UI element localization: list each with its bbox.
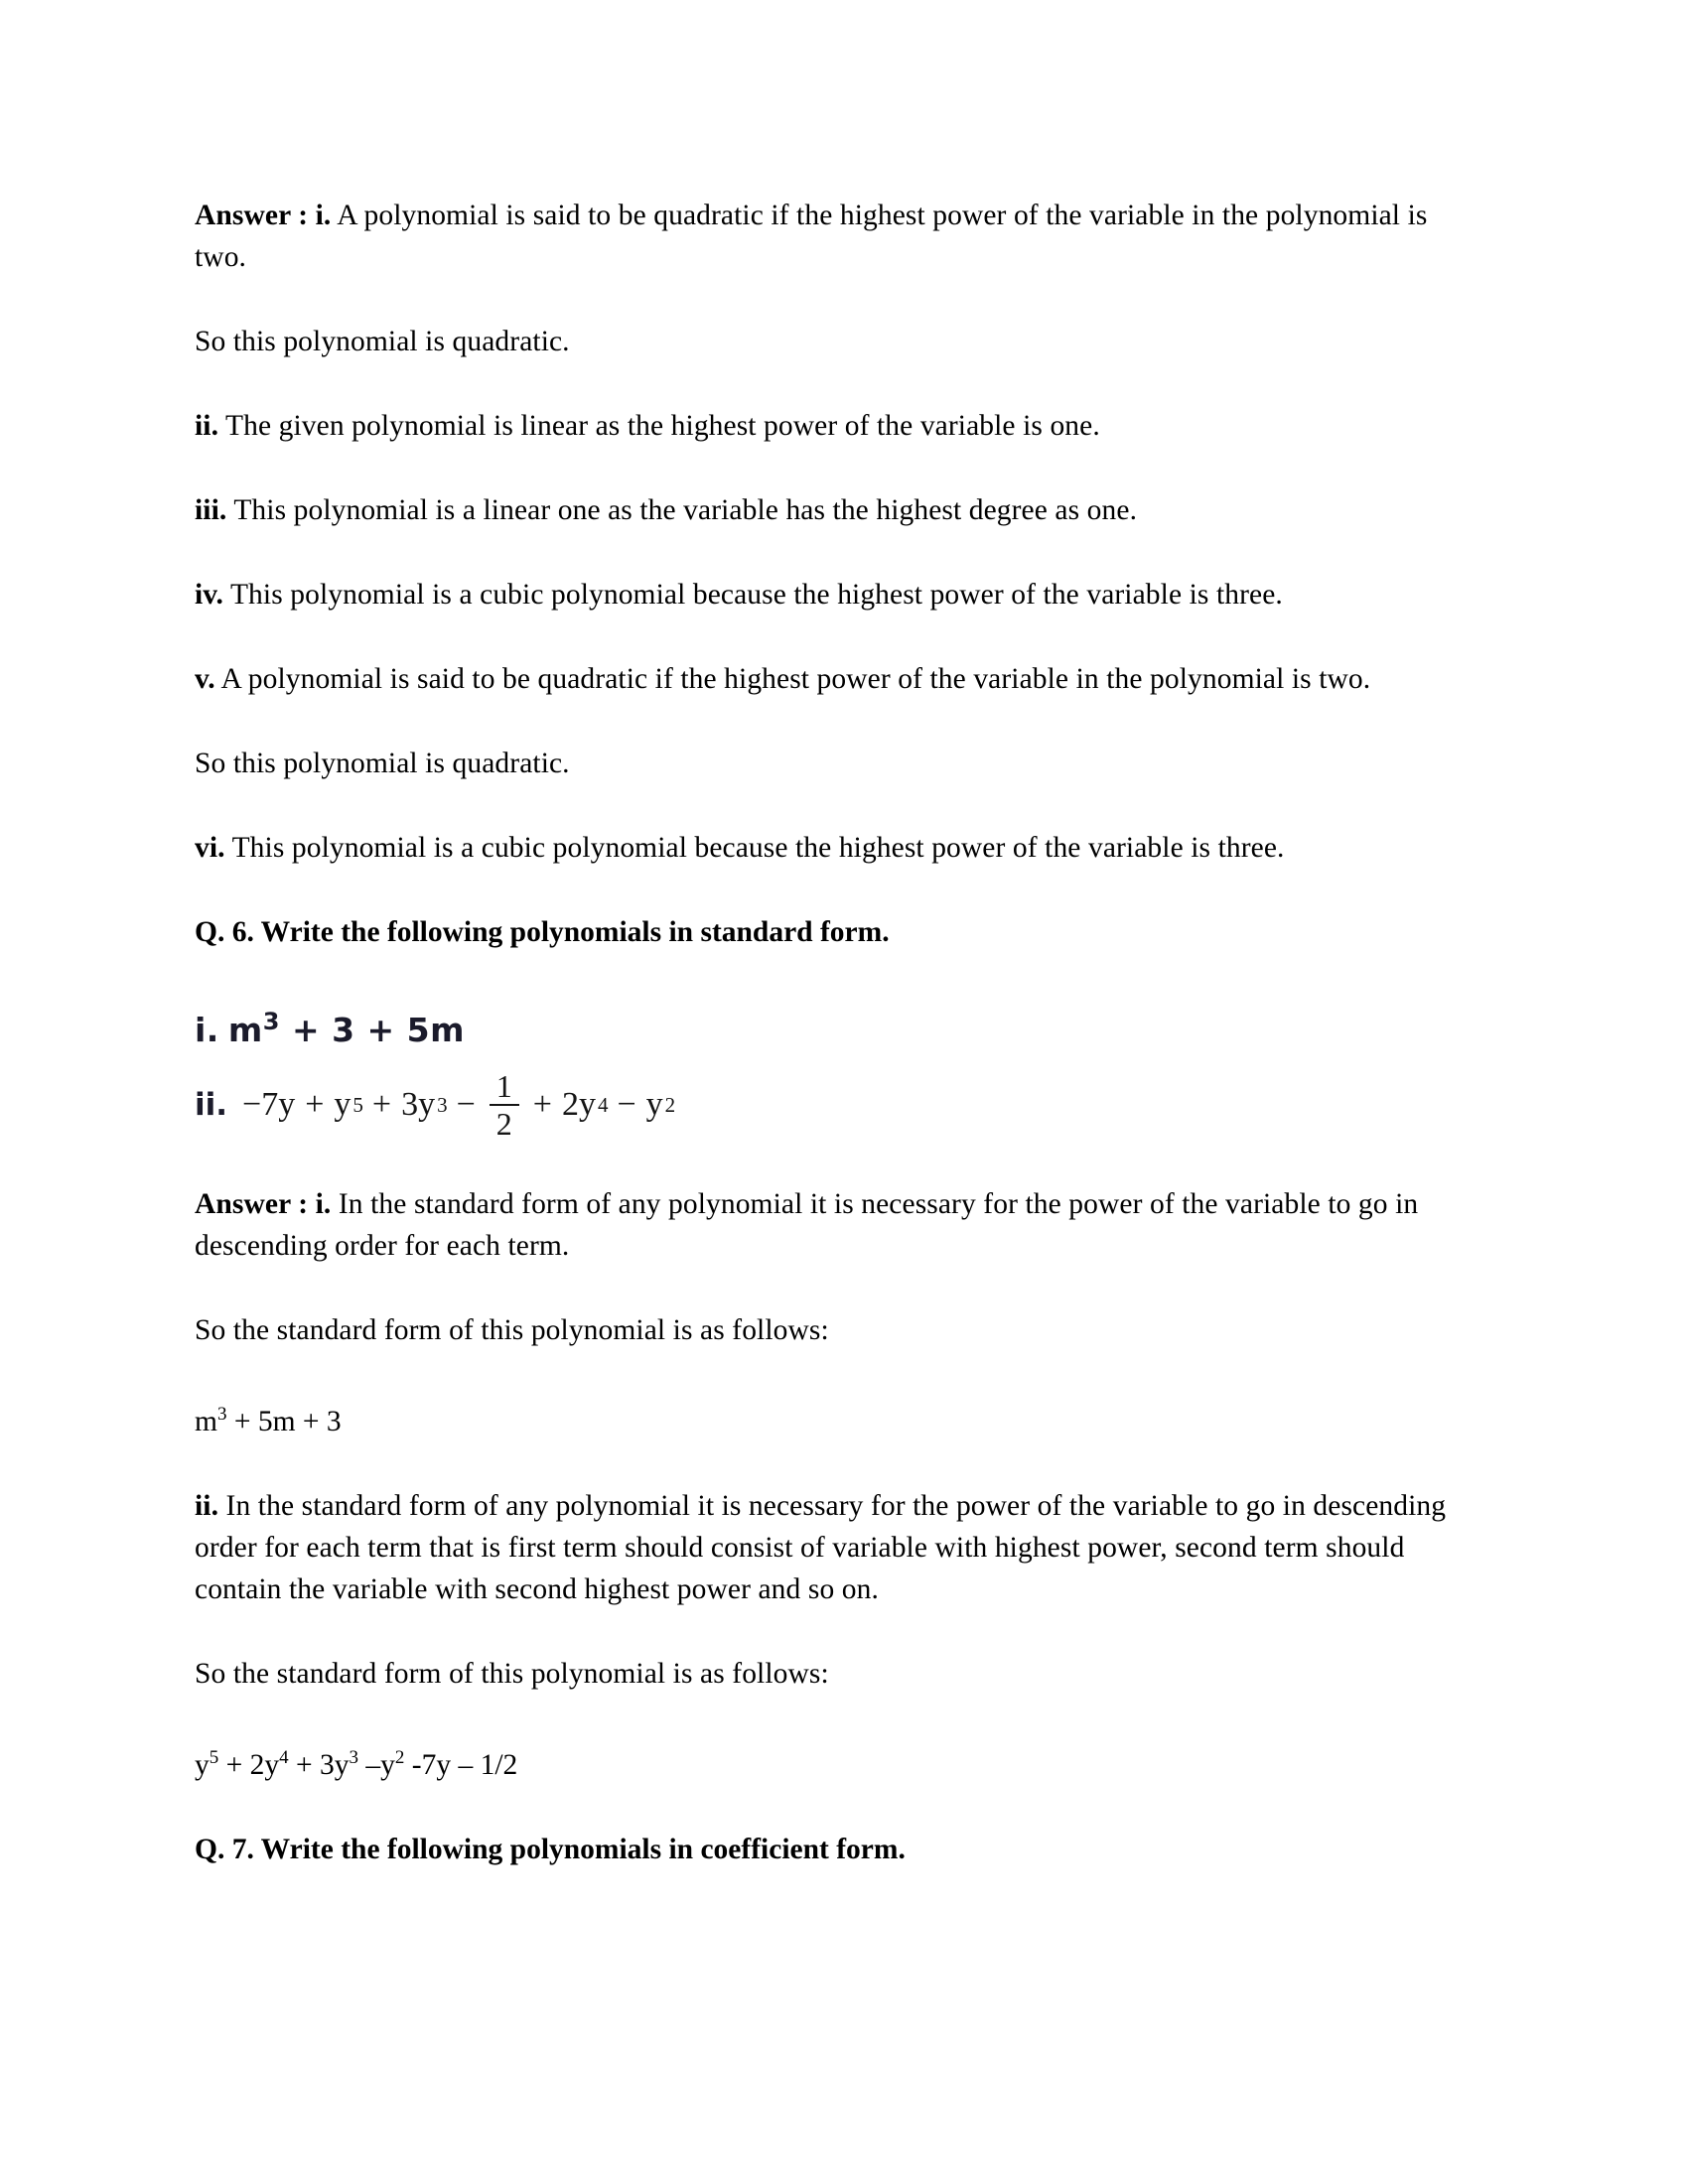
equation-ii-term-5: y [645, 1086, 663, 1123]
answer-5-item-v-conclusion: So this polynomial is quadratic. [195, 748, 570, 779]
fraction-denominator: 2 [495, 1106, 512, 1142]
answer-5-conclusion: So this polynomial is quadratic. [195, 326, 570, 357]
answer-5-label: Answer : i. [195, 200, 332, 231]
item-vi-text: This polynomial is a cubic polynomial because the highest power of the variable is three. [224, 832, 1285, 864]
result-2-p3: + 3y [288, 1748, 350, 1781]
answer-6-intro [195, 1183, 1471, 1267]
equation-i-exponent: 3 [262, 1008, 280, 1035]
item-ii-text: The given polynomial is linear as the highest power of the variable is one. [218, 410, 1100, 442]
result-2-s3: 3 [349, 1746, 359, 1768]
equation-ii-op-4: + [532, 1086, 552, 1123]
answer-6-standard-form-line-2: So the standard form of this polynomial is as follows: [195, 1657, 829, 1690]
answer-5-item-vi [195, 827, 1471, 869]
item-vi-label: vi. [195, 832, 225, 864]
equation-ii-term-4: 2y [561, 1086, 596, 1123]
item-iv-label: iv. [195, 579, 223, 611]
item-iii-text: This polynomial is a linear one as the variable has the highest degree as one. [226, 494, 1138, 526]
result-1-exponent: 3 [216, 1404, 227, 1425]
answer-6-standard-form-line: So the standard form of this polynomial is as follows: [195, 1314, 829, 1346]
equation-ii-op-1: + [305, 1086, 325, 1123]
answer-5-text: A polynomial is said to be quadratic if the highest power of the variable in the polynomial is two. [195, 200, 1428, 273]
equation-ii-label: ii. [195, 1087, 228, 1123]
result-2-p1: y [195, 1748, 210, 1781]
answer-6-result-2 [195, 1737, 1471, 1786]
equation-ii: ii. −7y + y 5 + 3y 3 − $\frac{1}{2}$ + 2y 4 − y 2 [195, 1068, 676, 1142]
result-1-base: m [195, 1405, 217, 1437]
item-v-label: v. [195, 663, 215, 695]
equation-i [195, 1007, 1471, 1054]
answer-6-item-ii [195, 1485, 1471, 1610]
equation-ii-term-1: −7y [242, 1086, 296, 1123]
answer-6-item-ii-label: ii. [195, 1489, 219, 1522]
question-6-equations [195, 999, 1471, 1144]
page-content [195, 195, 1471, 1916]
result-2-p4: –y [358, 1748, 395, 1781]
equation-ii-term-3: 3y [401, 1086, 436, 1123]
answer-5-item-iv [195, 574, 1471, 615]
result-2-s2: 4 [279, 1746, 289, 1768]
equation-ii-op-5: − [617, 1086, 636, 1123]
item-ii-label: ii. [195, 410, 219, 442]
answer-6-text: In the standard form of any polynomial it is necessary for the power of the variable to go in descending order for each term. [195, 1188, 1419, 1262]
equation-ii-op-3: − [456, 1086, 476, 1123]
equation-i-base: m [227, 1011, 263, 1049]
item-v-text: A polynomial is said to be quadratic if the highest power of the variable in the polynomial is two. [214, 663, 1371, 695]
equation-i-label: i. [195, 1011, 219, 1049]
answer-5-item-iii [195, 489, 1471, 531]
equation-i-rest: + 3 + 5m [291, 1011, 466, 1049]
fraction-numerator: 1 [495, 1068, 512, 1104]
question-7-heading: Q. 7. Write the following polynomials in coefficient form. [195, 1833, 906, 1865]
answer-6-result-1 [195, 1394, 1471, 1442]
result-2-s4: 2 [394, 1746, 405, 1768]
equation-ii-op-2: + [371, 1086, 392, 1123]
equation-ii-fraction [490, 1070, 519, 1140]
item-iv-text: This polynomial is a cubic polynomial because the highest power of the variable is three. [223, 579, 1283, 611]
result-2-s1: 5 [209, 1746, 219, 1768]
answer-5-intro [195, 195, 1471, 278]
item-iii-label: iii. [195, 494, 227, 526]
result-2-p2: + 2y [218, 1748, 280, 1781]
equation-ii-term-2: y [334, 1086, 352, 1123]
result-2-p5: -7y – 1/2 [404, 1748, 518, 1781]
result-1-rest: + 5m + 3 [226, 1405, 342, 1437]
answer-5-item-v [195, 658, 1471, 700]
answer-6-label: Answer : i. [195, 1188, 332, 1220]
answer-5-item-ii [195, 405, 1471, 447]
answer-6-item-ii-text: In the standard form of any polynomial it is necessary for the power of the variable to go in descending order for each term that is first term should consist of variable with highest power, second term should contain the variable with second highest power and so on. [195, 1489, 1447, 1605]
question-6-heading: Q. 6. Write the following polynomials in standard form. [195, 916, 890, 948]
